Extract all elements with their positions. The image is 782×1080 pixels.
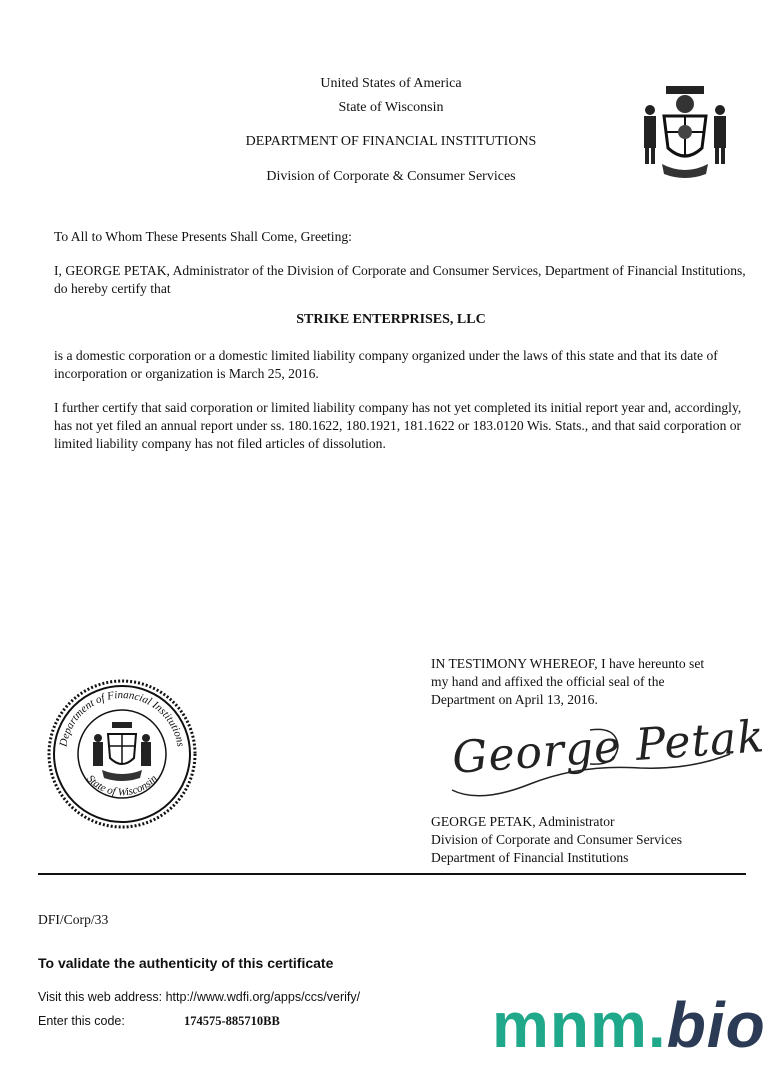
footer-divider [38, 873, 746, 875]
department-seal [46, 678, 198, 830]
validate-heading: To validate the authenticity of this certificate [38, 955, 334, 971]
testimony-line-1: IN TESTIMONY WHEREOF, I have hereunto set [431, 656, 705, 671]
signature-flourish-icon [440, 720, 740, 810]
signer-name-title: GEORGE PETAK, Administrator [431, 814, 615, 829]
watermark-logo-part2: bio [666, 989, 766, 1061]
watermark-logo-part1: mnm. [492, 989, 667, 1061]
header-division: Division of Corporate & Consumer Services [266, 169, 516, 184]
seal-ring-text-top: Department of Financial Institutions [57, 688, 187, 748]
paragraph-domestic: is a domestic corporation or a domestic limited liability company organized under the laws of this state and that its date of incorporation or organization is March 25, 2016. [54, 348, 718, 381]
testimony-line-2: my hand and affixed the official seal of the [431, 674, 665, 689]
entity-name: STRIKE ENTERPRISES, LLC [296, 312, 486, 327]
watermark-logo [492, 990, 766, 1060]
testimony-line-3: Department on April 13, 2016. [431, 692, 598, 707]
greeting: To All to Whom These Presents Shall Come, Greeting: [54, 229, 352, 244]
verify-url-text: Visit this web address: http://www.wdfi.org/apps/ccs/verify/ [38, 990, 361, 1004]
certify-intro: I, GEORGE PETAK, Administrator of the Division of Corporate and Consumer Services, Department of Financial Institutions, do hereby certify that [54, 263, 746, 296]
handwritten-signature: George Petak [450, 711, 767, 784]
header-department: DEPARTMENT OF FINANCIAL INSTITUTIONS [245, 134, 537, 149]
verify-code-value: 174575-885710BB [184, 1014, 280, 1028]
header-state: State of Wisconsin [338, 100, 444, 115]
seal-ring-text-bottom: State of Wisconsin [84, 772, 160, 799]
form-id: DFI/Corp/33 [38, 912, 109, 927]
signer-division: Division of Corporate and Consumer Services [431, 832, 683, 847]
state-coat-of-arms-icon [636, 82, 734, 182]
paragraph-further-certify: I further certify that said corporation or limited liability company has not yet completed its initial report year and, accordingly, has not yet filed an annual report under ss. 180.1622, 180.1921, 181.1622 or 183.0120 Wis. Stats., and that said corporation or limited liability company has not filed articles of dissolution. [54, 400, 742, 451]
signer-department: Department of Financial Institutions [431, 850, 629, 865]
header-country: United States of America [320, 76, 462, 91]
verify-code-label: Enter this code: [38, 1014, 125, 1028]
